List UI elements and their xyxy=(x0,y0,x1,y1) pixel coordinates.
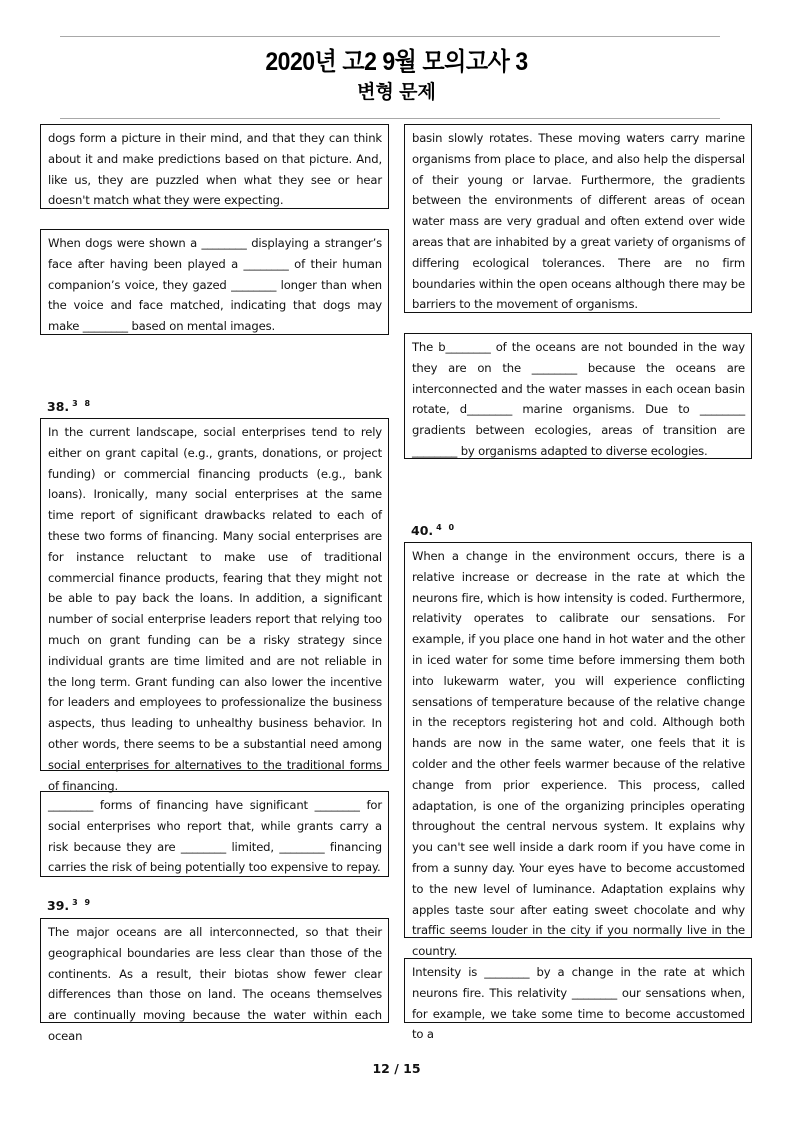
summary-box-39: The b________ of the oceans are not bounded in the way they are on the ________ because the oceans are interconnected and the water masses in each ocean basin rotate, d________ marine organisms. Due to ________ gradients between ecologies, areas of transition are ________ by organisms adapted to diverse ecologies. xyxy=(404,333,752,459)
question-38-label xyxy=(47,399,92,414)
passage-37-continued: dogs form a picture in their mind, and that they can think about it and make predictions based on that picture. And, like us, they are puzzled when what they see or hear doesn't match what they were expecting. xyxy=(40,124,389,209)
summary-box-37: When dogs were shown a ________ displaying a stranger’s face after having been played a ________ of their human companion’s voice, they gazed ________ longer than when the voice and face matched, indicating that dogs may make ________ based on mental images. xyxy=(40,229,389,335)
passage-39-continued: basin slowly rotates. These moving waters carry marine organisms from place to place, and also help the dispersal of their young or larvae. Furthermore, the gradients between the environments of different areas of ocean water mass are very gradual and often extend over wide areas that are inhabited by a great variety of organisms of differing ecological tolerances. There are no firm boundaries within the open oceans although there may be barriers to the movement of organisms. xyxy=(404,124,752,313)
question-superscript: 4 0 xyxy=(436,523,457,532)
header-top-rule xyxy=(60,36,720,37)
question-40-label xyxy=(411,523,456,538)
question-superscript: 3 9 xyxy=(72,898,93,907)
passage-38: In the current landscape, social enterprises tend to rely either on grant capital (e.g., grants, donations, or project funding) or commercial financing products (e.g., bank loans). Ironically, many social enterprises at the same time report of significant drawbacks related to each of these two forms of financing. Many social enterprises are for instance reluctant to make use of traditional commercial finance products, fearing that they might not be able to pay back the loans. In addition, a significant number of social enterprise leaders report that relying too much on grant funding can be a risky strategy since individual grants are time limited and are not reliable in the long term. Grant funding can also lower the incentive for leaders and employees to professionalize the business aspects, thus leading to unhealthy business behavior. In other words, there seems to be a substantial need among social enterprises for alternatives to the traditional forms of financing. xyxy=(40,418,389,771)
question-39-label xyxy=(47,898,92,913)
question-number: 40. xyxy=(411,523,434,538)
summary-box-38: ________ forms of financing have significant ________ for social enterprises who report that, while grants carry a risk because they are ________ limited, ________ financing carries the risk of being potentially too expensive to repay. xyxy=(40,791,389,877)
page-number: 12 / 15 xyxy=(372,1061,421,1076)
question-number: 38. xyxy=(47,399,70,414)
passage-40: When a change in the environment occurs, there is a relative increase or decrease in the rate at which the neurons fire, which is how intensity is coded. Furthermore, relativity operates to calibrate our sensations. For example, if you place one hand in hot water and the other in iced water for some time before immersing them both into lukewarm water, you will experience conflicting sensations of temperature because of the relative change in the receptors registering hot and cold. Although both hands are now in the same water, one feels that it is colder and the other feels warmer because of the relative change from prior experience. This process, called adaptation, is one of the organizing principles operating throughout the central nervous system. It explains why you can't see well inside a dark room if you have come in from a sunny day. Your eyes have to become accustomed to the new level of luminance. Adaptation explains why apples taste sour after eating sweet chocolate and why traffic seems louder in the city if you normally live in the country. xyxy=(404,542,752,938)
question-number: 39. xyxy=(47,898,70,913)
summary-box-40: Intensity is ________ by a change in the rate at which neurons fire. This relativity ________ our sensations when, for example, we take some time to become accustomed to a xyxy=(404,958,752,1023)
page-title: 2020년 고2 9월 모의고사 3 xyxy=(265,48,528,76)
page-subtitle: 변형 문제 xyxy=(357,82,436,103)
passage-39-start: The major oceans are all interconnected, so that their geographical boundaries are less clear than those of the continents. As a result, their biotas show fewer clear differences than those on land. The oceans themselves are continually moving because the water within each ocean xyxy=(40,918,389,1023)
question-superscript: 3 8 xyxy=(72,399,93,408)
header-bottom-rule xyxy=(60,118,720,119)
